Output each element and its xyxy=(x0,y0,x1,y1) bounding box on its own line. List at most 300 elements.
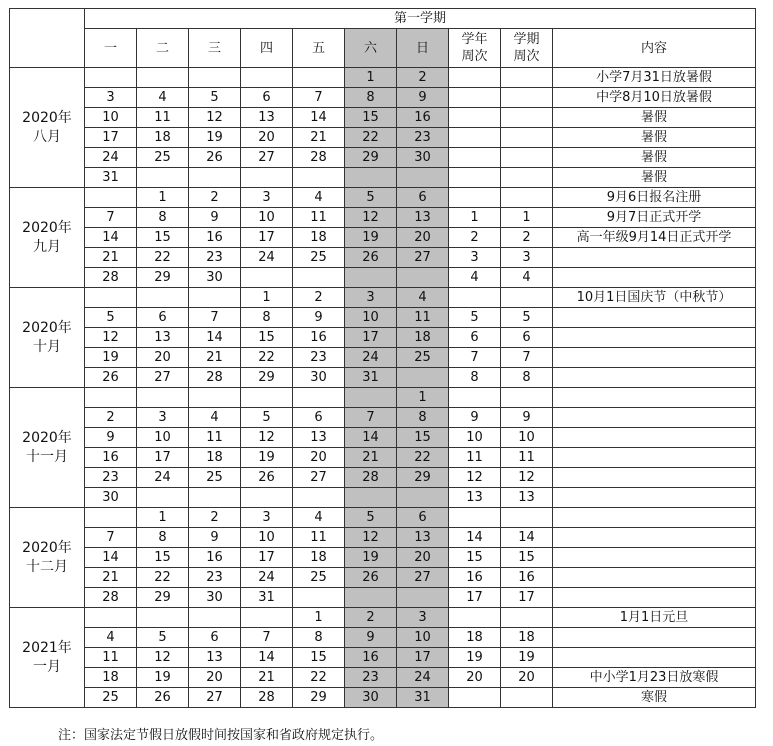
day-cell: 9 xyxy=(85,428,137,448)
day-cell: 20 xyxy=(397,548,449,568)
week-row xyxy=(10,208,756,228)
note-cell: 1月1日元旦 xyxy=(553,608,756,628)
school-week-cell: 14 xyxy=(449,528,501,548)
day-cell: 30 xyxy=(345,688,397,708)
week-row xyxy=(10,508,756,528)
day-cell xyxy=(189,488,241,508)
day-cell: 23 xyxy=(189,248,241,268)
term-week-cell: 9 xyxy=(501,408,553,428)
school-week-cell xyxy=(449,608,501,628)
day-cell: 31 xyxy=(345,368,397,388)
day-cell: 25 xyxy=(137,148,189,168)
day-cell: 3 xyxy=(241,188,293,208)
school-week-cell: 9 xyxy=(449,408,501,428)
day-cell xyxy=(293,588,345,608)
day-cell: 27 xyxy=(293,468,345,488)
week-row xyxy=(10,388,756,408)
term-week-cell: 6 xyxy=(501,328,553,348)
term-week-cell xyxy=(501,108,553,128)
school-week-cell xyxy=(449,148,501,168)
note-cell xyxy=(553,408,756,428)
note-cell xyxy=(553,528,756,548)
day-cell: 3 xyxy=(85,88,137,108)
day-cell: 17 xyxy=(397,648,449,668)
day-cell: 11 xyxy=(189,428,241,448)
note-cell: 10月1日国庆节（中秋节） xyxy=(553,288,756,308)
term-week-cell xyxy=(501,188,553,208)
day-cell: 26 xyxy=(85,368,137,388)
day-cell: 8 xyxy=(137,528,189,548)
day-cell: 16 xyxy=(189,548,241,568)
school-week-cell: 19 xyxy=(449,648,501,668)
day-cell: 1 xyxy=(137,188,189,208)
day-cell: 20 xyxy=(137,348,189,368)
day-cell: 21 xyxy=(189,348,241,368)
day-cell: 28 xyxy=(293,148,345,168)
month-label: 2020年 十二月 xyxy=(10,508,85,608)
day-cell: 17 xyxy=(345,328,397,348)
day-cell: 13 xyxy=(241,108,293,128)
day-cell: 16 xyxy=(345,648,397,668)
day-cell: 17 xyxy=(241,228,293,248)
note-cell xyxy=(553,368,756,388)
note-cell: 9月7日正式开学 xyxy=(553,208,756,228)
day-cell: 23 xyxy=(397,128,449,148)
day-cell: 11 xyxy=(293,208,345,228)
day-cell xyxy=(345,268,397,288)
day-cell: 12 xyxy=(137,648,189,668)
week-row xyxy=(10,288,756,308)
week-row xyxy=(10,548,756,568)
day-cell xyxy=(293,68,345,88)
week-row xyxy=(10,88,756,108)
day-cell: 27 xyxy=(397,568,449,588)
week-row xyxy=(10,588,756,608)
day-cell xyxy=(137,68,189,88)
day-cell: 23 xyxy=(189,568,241,588)
day-cell: 15 xyxy=(397,428,449,448)
day-cell: 10 xyxy=(397,628,449,648)
weekday-header-wed: 三 xyxy=(189,29,241,68)
term-week-cell: 8 xyxy=(501,368,553,388)
day-cell: 26 xyxy=(241,468,293,488)
day-cell: 26 xyxy=(137,688,189,708)
day-cell: 21 xyxy=(345,448,397,468)
day-cell: 24 xyxy=(397,668,449,688)
day-cell: 4 xyxy=(397,288,449,308)
school-week-cell xyxy=(449,128,501,148)
note-cell xyxy=(553,248,756,268)
term-week-cell: 2 xyxy=(501,228,553,248)
note-cell xyxy=(553,628,756,648)
month-label: 2020年 十一月 xyxy=(10,388,85,508)
term-week-cell: 14 xyxy=(501,528,553,548)
day-cell: 6 xyxy=(293,408,345,428)
week-row xyxy=(10,448,756,468)
day-cell: 7 xyxy=(293,88,345,108)
week-row xyxy=(10,108,756,128)
day-cell: 3 xyxy=(345,288,397,308)
day-cell: 18 xyxy=(137,128,189,148)
day-cell: 20 xyxy=(241,128,293,148)
day-cell: 19 xyxy=(137,668,189,688)
school-week-cell xyxy=(449,508,501,528)
day-cell: 12 xyxy=(85,328,137,348)
day-cell: 23 xyxy=(345,668,397,688)
week-row xyxy=(10,368,756,388)
day-cell xyxy=(85,508,137,528)
day-cell: 30 xyxy=(85,488,137,508)
term-week-cell: 4 xyxy=(501,268,553,288)
school-calendar-table xyxy=(9,8,756,708)
term-week-cell xyxy=(501,608,553,628)
day-cell: 21 xyxy=(241,668,293,688)
day-cell: 6 xyxy=(137,308,189,328)
day-cell xyxy=(137,608,189,628)
day-cell: 2 xyxy=(293,288,345,308)
school-week-cell xyxy=(449,68,501,88)
school-week-cell: 8 xyxy=(449,368,501,388)
day-cell: 7 xyxy=(345,408,397,428)
day-cell xyxy=(293,268,345,288)
day-cell: 28 xyxy=(85,268,137,288)
note-cell xyxy=(553,568,756,588)
day-cell xyxy=(137,388,189,408)
month-label: 2021年 一月 xyxy=(10,608,85,708)
day-cell: 4 xyxy=(293,188,345,208)
day-cell: 14 xyxy=(345,428,397,448)
day-cell: 22 xyxy=(137,248,189,268)
day-cell: 28 xyxy=(345,468,397,488)
day-cell xyxy=(189,608,241,628)
day-cell xyxy=(241,168,293,188)
term-week-cell xyxy=(501,88,553,108)
school-week-cell xyxy=(449,288,501,308)
day-cell: 22 xyxy=(241,348,293,368)
day-cell: 25 xyxy=(397,348,449,368)
school-week-cell: 15 xyxy=(449,548,501,568)
note-cell xyxy=(553,508,756,528)
day-cell: 14 xyxy=(293,108,345,128)
day-cell: 11 xyxy=(397,308,449,328)
note-cell xyxy=(553,428,756,448)
day-cell xyxy=(85,188,137,208)
day-cell: 7 xyxy=(189,308,241,328)
term-week-cell: 1 xyxy=(501,208,553,228)
note-cell: 中小学1月23日放寒假 xyxy=(553,668,756,688)
day-cell: 23 xyxy=(85,468,137,488)
term-week-header: 学期 周次 xyxy=(501,29,553,68)
week-row xyxy=(10,648,756,668)
day-cell xyxy=(189,388,241,408)
week-row xyxy=(10,248,756,268)
day-cell: 31 xyxy=(85,168,137,188)
day-cell: 7 xyxy=(85,208,137,228)
day-cell: 10 xyxy=(85,108,137,128)
note-cell xyxy=(553,328,756,348)
day-cell: 30 xyxy=(189,268,241,288)
day-cell: 8 xyxy=(397,408,449,428)
month-label: 2020年 八月 xyxy=(10,68,85,188)
week-row xyxy=(10,468,756,488)
day-cell: 2 xyxy=(85,408,137,428)
day-cell: 3 xyxy=(397,608,449,628)
term-week-cell: 17 xyxy=(501,588,553,608)
school-week-cell: 18 xyxy=(449,628,501,648)
day-cell: 24 xyxy=(241,568,293,588)
day-cell: 25 xyxy=(85,688,137,708)
school-week-cell: 4 xyxy=(449,268,501,288)
week-row xyxy=(10,488,756,508)
day-cell: 8 xyxy=(241,308,293,328)
day-cell: 27 xyxy=(137,368,189,388)
day-cell xyxy=(345,588,397,608)
school-week-cell xyxy=(449,188,501,208)
note-cell xyxy=(553,548,756,568)
term-week-cell xyxy=(501,128,553,148)
weekday-header-fri: 五 xyxy=(293,29,345,68)
week-row xyxy=(10,608,756,628)
day-cell: 19 xyxy=(85,348,137,368)
note-cell: 9月6日报名注册 xyxy=(553,188,756,208)
week-row xyxy=(10,128,756,148)
day-cell: 19 xyxy=(189,128,241,148)
day-cell xyxy=(397,168,449,188)
week-row xyxy=(10,528,756,548)
term-week-cell xyxy=(501,148,553,168)
day-cell: 28 xyxy=(241,688,293,708)
note-cell xyxy=(553,488,756,508)
week-row xyxy=(10,348,756,368)
day-cell xyxy=(241,488,293,508)
day-cell: 18 xyxy=(189,448,241,468)
note-cell: 中学8月10日放暑假 xyxy=(553,88,756,108)
day-cell: 1 xyxy=(397,388,449,408)
weekday-header-mon: 一 xyxy=(85,29,137,68)
day-cell: 13 xyxy=(189,648,241,668)
day-cell: 13 xyxy=(397,208,449,228)
day-cell xyxy=(293,388,345,408)
day-cell: 19 xyxy=(241,448,293,468)
day-cell: 18 xyxy=(293,548,345,568)
day-cell: 16 xyxy=(293,328,345,348)
school-week-cell: 13 xyxy=(449,488,501,508)
note-cell: 暑假 xyxy=(553,148,756,168)
day-cell: 5 xyxy=(85,308,137,328)
calendar-body xyxy=(10,68,756,708)
day-cell: 9 xyxy=(189,528,241,548)
note-cell xyxy=(553,448,756,468)
day-cell: 26 xyxy=(189,148,241,168)
school-week-cell: 5 xyxy=(449,308,501,328)
day-cell xyxy=(85,68,137,88)
week-row xyxy=(10,428,756,448)
day-cell: 23 xyxy=(293,348,345,368)
day-cell: 14 xyxy=(189,328,241,348)
day-cell: 5 xyxy=(345,188,397,208)
school-week-cell: 20 xyxy=(449,668,501,688)
day-cell: 29 xyxy=(293,688,345,708)
school-week-cell: 16 xyxy=(449,568,501,588)
day-cell: 7 xyxy=(241,628,293,648)
day-cell xyxy=(293,168,345,188)
day-cell: 24 xyxy=(241,248,293,268)
day-cell: 30 xyxy=(189,588,241,608)
school-week-cell xyxy=(449,388,501,408)
day-cell: 17 xyxy=(85,128,137,148)
school-week-cell: 1 xyxy=(449,208,501,228)
weekday-header-sun: 日 xyxy=(397,29,449,68)
day-cell: 5 xyxy=(137,628,189,648)
day-cell: 7 xyxy=(85,528,137,548)
day-cell: 12 xyxy=(345,528,397,548)
day-cell: 27 xyxy=(189,688,241,708)
day-cell: 11 xyxy=(85,648,137,668)
school-week-cell: 17 xyxy=(449,588,501,608)
day-cell xyxy=(85,288,137,308)
day-cell xyxy=(189,68,241,88)
school-week-cell xyxy=(449,88,501,108)
day-cell: 3 xyxy=(241,508,293,528)
day-cell: 10 xyxy=(345,308,397,328)
day-cell: 9 xyxy=(293,308,345,328)
day-cell: 20 xyxy=(293,448,345,468)
day-cell xyxy=(241,388,293,408)
note-cell: 寒假 xyxy=(553,688,756,708)
school-week-cell xyxy=(449,108,501,128)
day-cell: 15 xyxy=(137,228,189,248)
school-week-cell xyxy=(449,168,501,188)
term-week-cell: 7 xyxy=(501,348,553,368)
day-cell: 11 xyxy=(293,528,345,548)
day-cell xyxy=(345,168,397,188)
term-week-cell xyxy=(501,288,553,308)
day-cell: 26 xyxy=(345,248,397,268)
note-cell: 暑假 xyxy=(553,168,756,188)
term-week-cell: 5 xyxy=(501,308,553,328)
day-cell: 8 xyxy=(137,208,189,228)
day-cell: 14 xyxy=(85,548,137,568)
day-cell: 2 xyxy=(189,188,241,208)
day-cell: 29 xyxy=(241,368,293,388)
day-cell: 18 xyxy=(397,328,449,348)
day-cell: 28 xyxy=(189,368,241,388)
day-cell xyxy=(189,288,241,308)
term-week-cell: 11 xyxy=(501,448,553,468)
day-cell: 29 xyxy=(397,468,449,488)
day-cell xyxy=(397,368,449,388)
day-cell xyxy=(189,168,241,188)
note-cell xyxy=(553,588,756,608)
term-week-cell xyxy=(501,168,553,188)
weekday-header-tue: 二 xyxy=(137,29,189,68)
week-row xyxy=(10,148,756,168)
term-title: 第一学期 xyxy=(85,9,756,29)
school-week-cell: 7 xyxy=(449,348,501,368)
week-row xyxy=(10,628,756,648)
term-week-cell: 20 xyxy=(501,668,553,688)
day-cell: 22 xyxy=(397,448,449,468)
day-cell: 4 xyxy=(293,508,345,528)
day-cell xyxy=(137,288,189,308)
corner-cell xyxy=(10,9,85,68)
day-cell: 15 xyxy=(293,648,345,668)
day-cell: 27 xyxy=(397,248,449,268)
day-cell: 15 xyxy=(137,548,189,568)
day-cell xyxy=(85,388,137,408)
day-cell: 8 xyxy=(345,88,397,108)
day-cell: 13 xyxy=(397,528,449,548)
day-cell: 1 xyxy=(241,288,293,308)
school-week-cell: 6 xyxy=(449,328,501,348)
term-week-cell xyxy=(501,68,553,88)
term-week-cell: 3 xyxy=(501,248,553,268)
day-cell: 17 xyxy=(137,448,189,468)
day-cell: 14 xyxy=(85,228,137,248)
week-row xyxy=(10,168,756,188)
day-cell: 24 xyxy=(345,348,397,368)
week-row xyxy=(10,568,756,588)
day-cell: 12 xyxy=(345,208,397,228)
day-cell: 1 xyxy=(293,608,345,628)
day-cell: 8 xyxy=(293,628,345,648)
day-cell: 16 xyxy=(397,108,449,128)
weekday-header-thu: 四 xyxy=(241,29,293,68)
day-cell: 26 xyxy=(345,568,397,588)
school-week-cell: 10 xyxy=(449,428,501,448)
note-cell xyxy=(553,268,756,288)
day-cell: 21 xyxy=(85,248,137,268)
day-cell: 4 xyxy=(85,628,137,648)
day-cell: 24 xyxy=(137,468,189,488)
day-cell: 9 xyxy=(189,208,241,228)
day-cell: 21 xyxy=(85,568,137,588)
school-week-cell: 11 xyxy=(449,448,501,468)
day-cell: 25 xyxy=(189,468,241,488)
day-cell: 16 xyxy=(85,448,137,468)
day-cell: 28 xyxy=(85,588,137,608)
week-row xyxy=(10,308,756,328)
day-cell xyxy=(293,488,345,508)
day-cell: 20 xyxy=(397,228,449,248)
day-cell: 29 xyxy=(345,148,397,168)
day-cell: 6 xyxy=(397,508,449,528)
day-cell xyxy=(241,608,293,628)
day-cell: 29 xyxy=(137,268,189,288)
day-cell: 6 xyxy=(189,628,241,648)
day-cell: 15 xyxy=(241,328,293,348)
day-cell: 22 xyxy=(137,568,189,588)
day-cell: 5 xyxy=(241,408,293,428)
day-cell: 10 xyxy=(137,428,189,448)
day-cell: 18 xyxy=(293,228,345,248)
day-cell: 9 xyxy=(345,628,397,648)
school-week-cell: 2 xyxy=(449,228,501,248)
weekday-header-sat: 六 xyxy=(345,29,397,68)
day-cell: 10 xyxy=(241,528,293,548)
school-week-cell: 12 xyxy=(449,468,501,488)
day-cell xyxy=(85,608,137,628)
term-week-cell xyxy=(501,388,553,408)
day-cell xyxy=(137,488,189,508)
day-cell: 2 xyxy=(345,608,397,628)
day-cell: 20 xyxy=(189,668,241,688)
day-cell: 12 xyxy=(189,108,241,128)
day-cell: 25 xyxy=(293,248,345,268)
term-week-cell: 10 xyxy=(501,428,553,448)
note-cell xyxy=(553,648,756,668)
day-cell xyxy=(241,268,293,288)
